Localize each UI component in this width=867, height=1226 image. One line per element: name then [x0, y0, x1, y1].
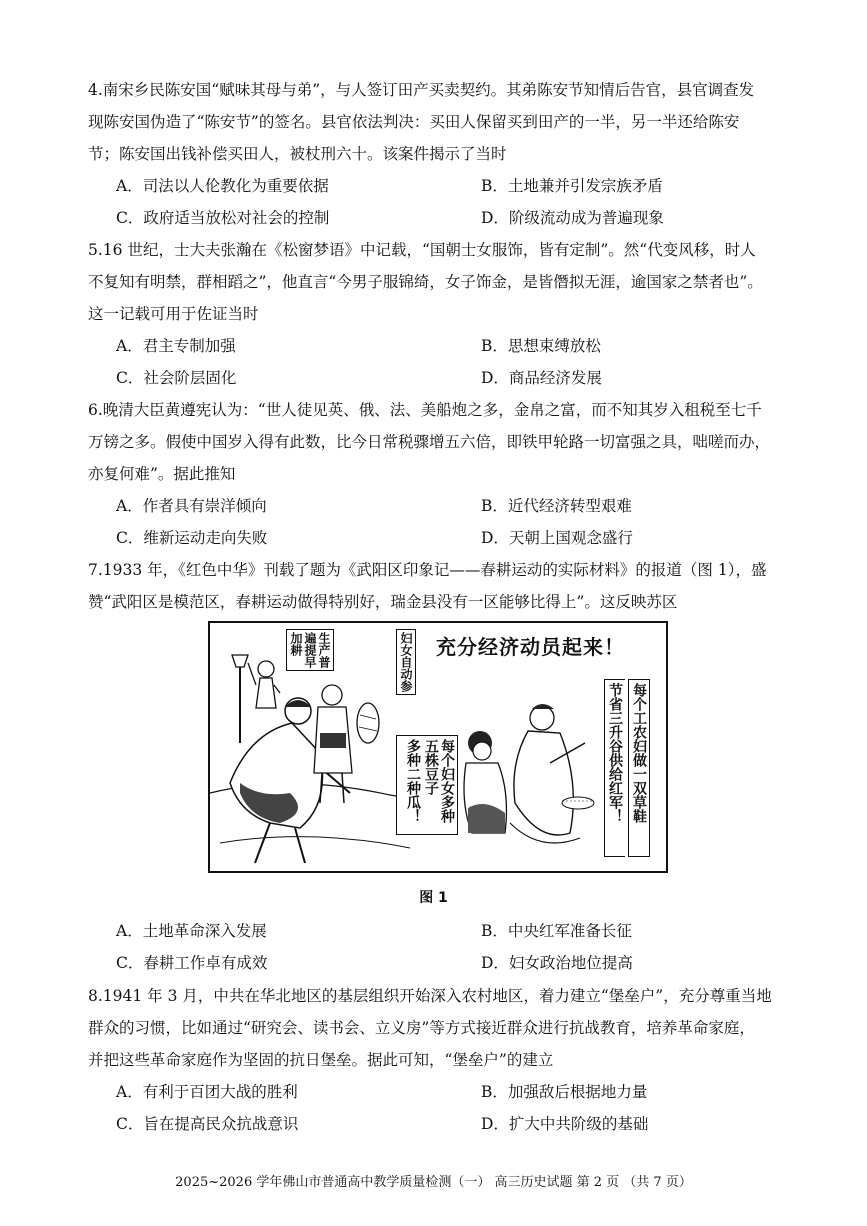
- option-d[interactable]: D．扩大中共阶级的基础: [481, 1115, 649, 1133]
- question-7-options-row-1: [88, 915, 788, 947]
- option-c[interactable]: C．维新运动走向失败: [116, 529, 268, 547]
- page-footer: 2025~2026 学年佛山市普通高中教学质量检测（一） 高三历史试题 第 2 页 （共 7 页）: [175, 1175, 692, 1190]
- question-7-options-row-2: [88, 947, 788, 979]
- option-d[interactable]: D．妇女政治地位提高: [481, 954, 633, 972]
- question-6: [88, 394, 788, 554]
- question-5-line-3: 这一记载可用于佐证当时: [88, 305, 259, 323]
- option-c[interactable]: C．社会阶层固化: [116, 369, 237, 387]
- figure-caption: 图 1: [419, 890, 448, 906]
- option-b[interactable]: B．中央红军准备长征: [481, 922, 632, 940]
- question-4: [88, 74, 788, 234]
- option-a[interactable]: A．司法以人伦教化为重要依据: [116, 177, 329, 195]
- slogan-box-middle-b: 多种二种瓜！: [396, 735, 423, 835]
- question-6-line-3: 亦复何难”。据此推知: [88, 465, 236, 483]
- slogan-box-right-b: 节省三升谷供给红军！: [604, 679, 625, 857]
- figure-1-cartoon: [208, 621, 668, 873]
- question-4-options-row-1: [88, 170, 788, 202]
- question-8-line-3: 并把这些革命家庭作为坚固的抗日堡垒。据此可知，“堡垒户”的建立: [88, 1051, 554, 1069]
- question-7-line-2: 赞“武阳区是模范区，春耕运动做得特别好，瑞金县没有一区能够比得上”。这反映苏区: [88, 593, 678, 611]
- question-8-options-row-2: [88, 1108, 788, 1140]
- question-4-options-row-2: [88, 202, 788, 234]
- slogan-box-right-a: 每个工农妇做一双草鞋: [628, 679, 650, 857]
- question-4-line-3: 节；陈安国出钱补偿买田人，被杖刑六十。该案件揭示了当时: [88, 145, 507, 163]
- slogan-box-middle-a: 每个妇女多种五株豆子: [420, 735, 458, 835]
- question-5: [88, 234, 788, 394]
- question-5-line-2: 不复知有明禁，群相蹈之”，他直言“今男子服锦绮，女子饰金，是皆僭拟无涯，逾国家之禁者也”。: [88, 273, 763, 291]
- question-8-options-row-1: [88, 1076, 788, 1108]
- option-b[interactable]: B．思想束缚放松: [481, 337, 601, 355]
- option-d[interactable]: D．阶级流动成为普遍现象: [481, 209, 664, 227]
- question-6-line-2: 万镑之多。假使中国岁入得有此数，比今日常税骤增五六倍，即铁甲轮路一切富强之具，咄嗟而办，: [88, 433, 771, 451]
- question-4-line-2: 现陈安国伪造了“陈安节”的签名。县官依法判决：买田人保留买到田产的一半，另一半还给陈安: [88, 113, 740, 131]
- question-7: [88, 554, 788, 618]
- figure-title: 充分经济动员起来！: [436, 635, 625, 659]
- speech-bubble-left: 生产普遍提早加耕: [286, 629, 334, 671]
- question-7-options: [88, 915, 788, 979]
- option-a[interactable]: A．有利于百团大战的胜利: [116, 1083, 298, 1101]
- question-7-line-1: 7.1933 年，《红色中华》刊载了题为《武阳区印象记——春耕运动的实际材料》的报道（图 1），盛: [88, 561, 767, 579]
- question-8-line-2: 群众的习惯，比如通过“研究会、读书会、立义房”等方式接近群众进行抗战教育，培养革命家庭，: [88, 1019, 755, 1037]
- question-4-line-1: 4.南宋乡民陈安国“赋味其母与弟”，与人签订田产买卖契约。其弟陈安节知情后告官，县官调查发: [88, 81, 755, 99]
- question-6-line-1: 6.晚清大臣黄遵宪认为：“世人徒见英、俄、法、美船炮之多，金帛之富，而不知其岁入租税至七千: [88, 401, 762, 419]
- question-5-options-row-2: [88, 362, 788, 394]
- question-8: [88, 980, 788, 1140]
- option-a[interactable]: A．土地革命深入发展: [116, 922, 267, 940]
- option-b[interactable]: B．土地兼并引发宗族矛盾: [481, 177, 663, 195]
- speech-bubble-right: 妇女自动参: [396, 629, 416, 695]
- question-6-options-row-1: [88, 490, 788, 522]
- option-d[interactable]: D．天朝上国观念盛行: [481, 529, 633, 547]
- option-b[interactable]: B．近代经济转型艰难: [481, 497, 632, 515]
- option-b[interactable]: B．加强敌后根据地力量: [481, 1083, 648, 1101]
- question-6-options-row-2: [88, 522, 788, 554]
- question-8-line-1: 8.1941 年 3 月，中共在华北地区的基层组织开始深入农村地区，着力建立“堡垒户”，充分尊重当地: [88, 987, 772, 1005]
- option-a[interactable]: A．作者具有崇洋倾向: [116, 497, 267, 515]
- option-d[interactable]: D．商品经济发展: [481, 369, 602, 387]
- option-a[interactable]: A．君主专制加强: [116, 337, 236, 355]
- option-c[interactable]: C．春耕工作卓有成效: [116, 954, 268, 972]
- option-c[interactable]: C．政府适当放松对社会的控制: [116, 209, 330, 227]
- question-5-options-row-1: [88, 330, 788, 362]
- question-5-line-1: 5.16 世纪，士大夫张瀚在《松窗梦语》中记载，“国朝士女服饰，皆有定制”。然“代变风移，时人: [88, 241, 756, 259]
- option-c[interactable]: C．旨在提高民众抗战意识: [116, 1115, 299, 1133]
